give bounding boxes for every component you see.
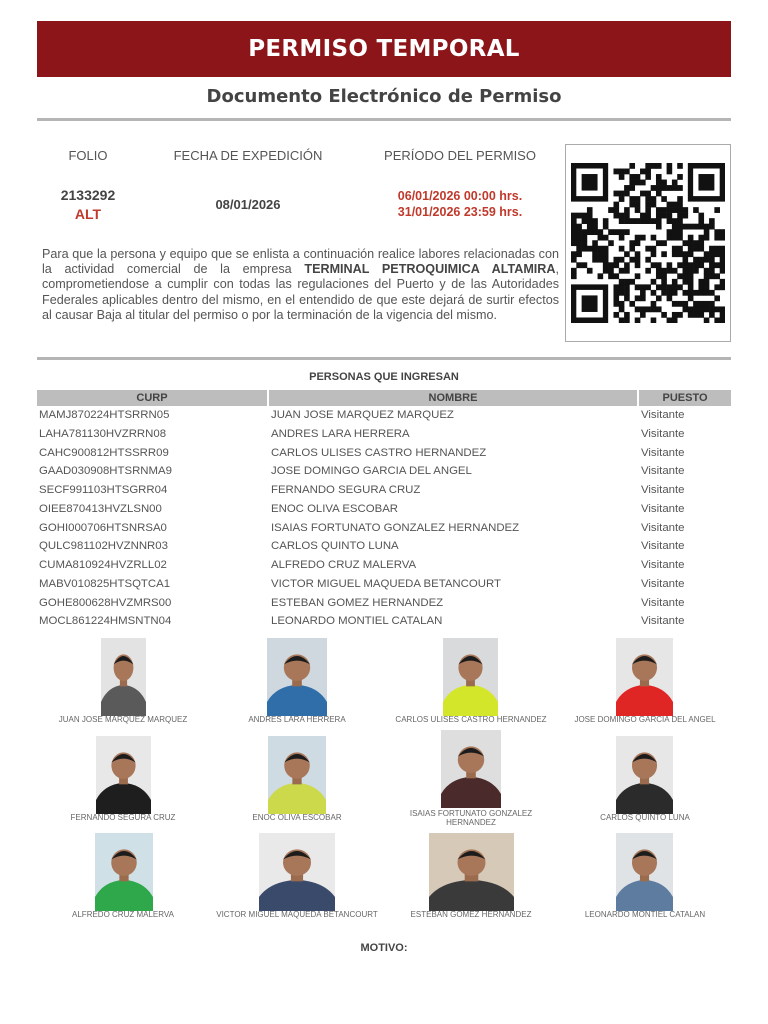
curp-cell: OIEE870413HVZLSN00 [39, 502, 162, 515]
person-photo [267, 638, 327, 716]
table-row [37, 576, 731, 595]
motivo-label: MOTIVO: [360, 942, 408, 954]
curp-cell: GAAD030908HTSRNMA9 [39, 465, 172, 478]
puesto-cell: Visitante [641, 559, 685, 571]
photo-caption: JUAN JOSE MARQUEZ MARQUEZ [58, 715, 188, 724]
curp-cell: GOHE800628HVZMRS00 [39, 596, 172, 609]
person-photo-graphic [96, 736, 151, 814]
divider [37, 357, 731, 360]
photo-caption: ALFREDO CRUZ MALERVA [72, 910, 174, 919]
person-photo-graphic [616, 736, 673, 814]
nombre-cell: ANDRES LARA HERRERA [271, 427, 410, 440]
puesto-cell: Visitante [641, 465, 685, 478]
periodo-fin: 31/01/2026 23:59 hrs. [397, 205, 523, 219]
person-photo-graphic [616, 833, 673, 911]
nombre-cell: ALFREDO CRUZ MALERVA [271, 559, 417, 571]
nombre-cell: JUAN JOSE MARQUEZ MARQUEZ [271, 409, 454, 421]
curp-cell: CAHC900812HTSSRR09 [39, 446, 169, 459]
person-photo [429, 833, 514, 911]
puesto-cell: Visitante [641, 596, 685, 609]
curp-cell: CUMA810924HVZRLL02 [39, 559, 167, 571]
nombre-cell: LEONARDO MONTIEL CATALAN [271, 615, 443, 628]
curp-cell: GOHI000706HTSNRSA0 [39, 521, 167, 534]
qr-code-icon [565, 144, 731, 342]
person-photo-graphic [101, 638, 146, 716]
person-photo-graphic [259, 833, 335, 911]
table-row [37, 482, 731, 501]
divider [37, 118, 731, 121]
nombre-cell: FERNANDO SEGURA CRUZ [271, 484, 421, 496]
fecha-expedicion: 08/01/2026 [215, 197, 281, 212]
description-part2: , comprometiendose a cumplir con todas las regulaciones del Puerto y de las Autoridades Federales aplicables dentro del mismo, en el entendido de que este dejará de surtir efectos al causar Baja al titular del permiso o por la terminación de la vigencia del mismo. [42, 262, 559, 322]
person-photo [443, 638, 498, 716]
nombre-cell: CARLOS ULISES CASTRO HERNANDEZ [271, 446, 487, 459]
curp-cell: SECF991103HTSGRR04 [39, 484, 168, 496]
photo-caption: ANDRES LARA HERRERA [248, 715, 346, 724]
puesto-cell: Visitante [641, 615, 685, 628]
periodo-label: PERÍODO DEL PERMISO [384, 148, 536, 163]
nombre-cell: JOSE DOMINGO GARCIA DEL ANGEL [271, 465, 472, 478]
puesto-cell: Visitante [641, 484, 685, 496]
person-photo [616, 833, 673, 911]
table-row [37, 557, 731, 576]
table-row [37, 426, 731, 445]
table-row [37, 463, 731, 482]
permit-title: PERMISO TEMPORAL [37, 21, 731, 77]
person-photo-graphic [268, 736, 326, 814]
person-photo [268, 736, 326, 814]
puesto-cell: Visitante [641, 577, 685, 590]
nombre-cell: CARLOS QUINTO LUNA [271, 540, 399, 553]
person-photo [616, 736, 673, 814]
table-row [37, 501, 731, 520]
person-photo [96, 736, 151, 814]
description-part1: Para que la persona y equipo que se enlista a continuación realice labores relacionadas con la actividad comercial de la empresa [42, 247, 559, 277]
fecha-label: FECHA DE EXPEDICIÓN [173, 148, 323, 163]
nombre-cell: ESTEBAN GOMEZ HERNANDEZ [271, 596, 444, 609]
folio-label: FOLIO [68, 148, 108, 163]
puesto-cell: Visitante [641, 502, 685, 515]
folio-suffix: ALT [74, 206, 102, 222]
document-subtitle: Documento Electrónico de Permiso [206, 86, 562, 107]
nombre-cell: ISAIAS FORTUNATO GONZALEZ HERNANDEZ [271, 521, 520, 534]
person-photo-graphic [95, 833, 153, 911]
column-header-curp: CURP [37, 390, 267, 406]
photo-caption: VICTOR MIGUEL MAQUEDA BETANCOURT [216, 910, 378, 919]
personas-title: PERSONAS QUE INGRESAN [309, 371, 459, 383]
curp-cell: MAMJ870224HTSRRN05 [39, 409, 170, 421]
table-row [37, 538, 731, 557]
permit-description [42, 247, 559, 323]
puesto-cell: Visitante [641, 427, 685, 440]
column-header-puesto: PUESTO [639, 390, 731, 406]
person-photo [101, 638, 146, 716]
table-row [37, 445, 731, 464]
curp-cell: QULC981102HVZNNR03 [39, 540, 168, 553]
person-photo [95, 833, 153, 911]
photo-caption: ESTEBAN GOMEZ HERNANDEZ [410, 910, 532, 919]
puesto-cell: Visitante [641, 540, 685, 553]
photo-caption: ISAIAS FORTUNATO GONZALEZ HERNANDEZ [409, 809, 533, 827]
photo-caption: LEONARDO MONTIEL CATALAN [584, 910, 706, 919]
person-photo [441, 730, 501, 808]
table-row [37, 407, 731, 426]
person-photo [616, 638, 673, 716]
curp-cell: MABV010825HTSQTCA1 [39, 577, 171, 590]
photo-caption: JOSE DOMINGO GARCIA DEL ANGEL [574, 715, 716, 724]
table-row [37, 595, 731, 614]
table-row [37, 613, 731, 632]
table-row [37, 520, 731, 539]
folio-number: 2133292 [60, 187, 116, 203]
periodo-inicio: 06/01/2026 00:00 hrs. [397, 189, 523, 203]
photo-caption: CARLOS QUINTO LUNA [600, 813, 690, 822]
curp-cell: LAHA781130HVZRRN08 [39, 427, 167, 440]
person-photo-graphic [429, 833, 514, 911]
nombre-cell: ENOC OLIVA ESCOBAR [271, 502, 399, 515]
company-name: TERMINAL PETROQUIMICA ALTAMIRA [304, 262, 556, 277]
photo-caption: CARLOS ULISES CASTRO HERNANDEZ [395, 715, 547, 724]
photo-caption: FERNANDO SEGURA CRUZ [70, 813, 176, 822]
person-photo-graphic [616, 638, 673, 716]
column-header-nombre: NOMBRE [269, 390, 637, 406]
person-photo-graphic [441, 730, 501, 808]
curp-cell: MOCL861224HMSNTN04 [39, 615, 172, 628]
photo-caption: ENOC OLIVA ESCOBAR [252, 813, 342, 822]
personas-table [37, 407, 731, 632]
puesto-cell: Visitante [641, 521, 685, 534]
puesto-cell: Visitante [641, 446, 685, 459]
nombre-cell: VICTOR MIGUEL MAQUEDA BETANCOURT [271, 577, 501, 590]
puesto-cell: Visitante [641, 409, 685, 421]
qr-code-graphic [571, 163, 725, 323]
person-photo [259, 833, 335, 911]
person-photo-graphic [267, 638, 327, 716]
person-photo-graphic [443, 638, 498, 716]
